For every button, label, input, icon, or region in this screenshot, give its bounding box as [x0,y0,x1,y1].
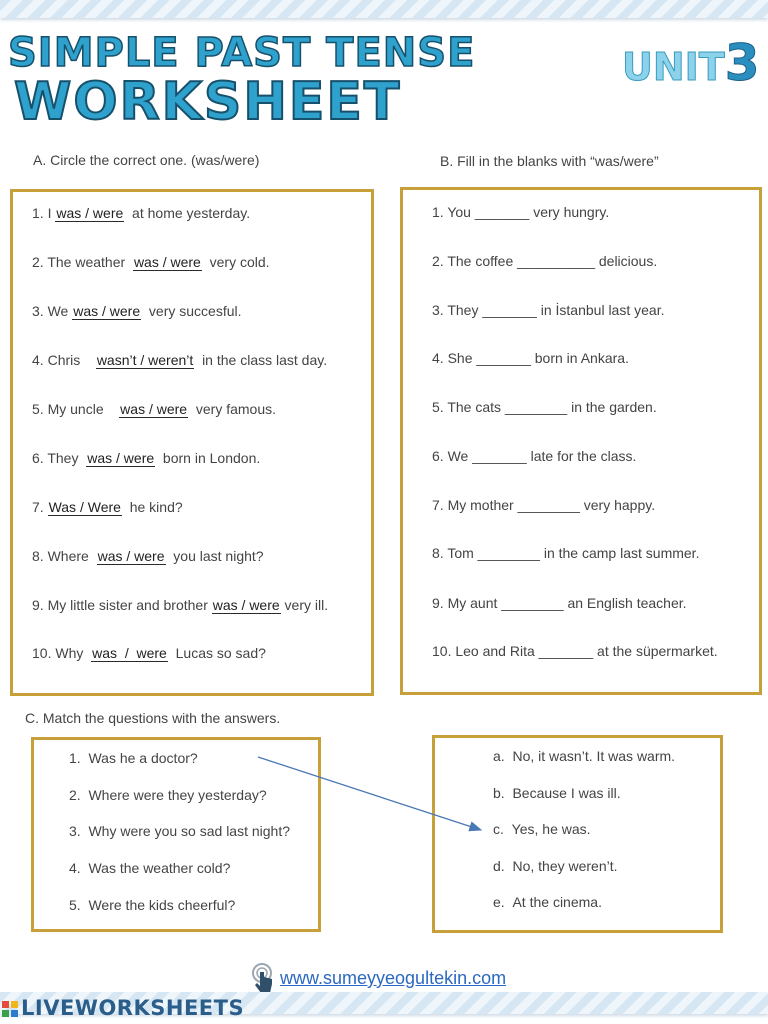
answer-letter: e. [493,894,505,910]
item-text-before: Where [47,548,97,564]
section-a-heading: A. Circle the correct one. (was/were) [33,152,260,168]
fill-blank-text[interactable]: My mother ________ very happy. [447,497,656,513]
fill-blank-text[interactable]: My aunt ________ an English teacher. [447,595,687,611]
choice-was-were[interactable]: was / were [56,205,124,221]
answer-text: Yes, he was. [511,821,591,837]
answer-text: No, it wasn’t. It was warm. [512,748,676,764]
choice-was-were[interactable]: was / were [87,450,155,466]
question-number: 3. [69,823,81,839]
item-number: 9. [432,595,444,611]
item-number: 3. [432,302,444,318]
item-number: 7. [32,499,44,515]
fill-blank-text[interactable]: They _______ in İstanbul last year. [447,302,665,318]
section-c-heading: C. Match the questions with the answers. [25,710,281,726]
fill-blank-text[interactable]: We _______ late for the class. [447,448,637,464]
item-number: 7. [432,497,444,513]
item-number: 8. [32,548,44,564]
choice-was-were[interactable]: wasn’t / weren’t [96,352,194,368]
fill-blank-text[interactable]: Tom ________ in the camp last summer. [447,545,700,561]
item-text-before: My uncle [47,401,120,417]
item-text-after: very ill. [280,597,329,613]
item-number: 10. [32,645,52,661]
pointer-hand-icon [250,962,278,996]
question-text: Was he a doctor? [88,750,198,766]
choice-was-were[interactable]: was / were [120,401,188,417]
item-text-after: very cold. [201,254,270,270]
item-number: 4. [432,350,444,366]
item-number: 6. [432,448,444,464]
choice-was-were[interactable]: Was / Were [48,499,121,515]
item-number: 5. [32,401,44,417]
item-number: 4. [32,352,44,368]
choice-was-were[interactable]: was / were [73,303,141,319]
item-text-after: in the class last day. [194,352,328,368]
question-text: Why were you so sad last night? [88,823,291,839]
item-text-before: I [47,205,56,221]
question-number: 5. [69,897,81,913]
item-number: 1. [432,204,444,220]
answer-letter: c. [493,821,504,837]
fill-blank-text[interactable]: The coffee __________ delicious. [447,253,658,269]
item-text-after: very succesful. [141,303,242,319]
section-b-heading: B. Fill in the blanks with “was/were” [440,153,659,169]
question-number: 1. [69,750,81,766]
item-text-after: Lucas so sad? [167,645,266,661]
choice-was-were[interactable]: was / were [133,254,201,270]
item-text-after: he kind? [121,499,183,515]
answer-text: At the cinema. [512,894,602,910]
fill-blank-text[interactable]: Leo and Rita _______ at the süpermarket. [455,643,718,659]
answer-letter: d. [493,858,505,874]
item-number: 8. [432,545,444,561]
question-number: 4. [69,860,81,876]
item-number: 10. [432,643,452,659]
liveworksheets-logo [2,996,244,1020]
item-number: 1. [32,205,44,221]
item-number: 5. [432,399,444,415]
item-number: 9. [32,597,44,613]
answer-text: Because I was ill. [512,785,621,801]
item-text-before: We [47,303,73,319]
fill-blank-text[interactable]: You _______ very hungry. [447,204,610,220]
item-text-after: at home yesterday. [124,205,251,221]
answer-letter: a. [493,748,505,764]
item-text-before: The weather [47,254,133,270]
question-text: Where were they yesterday? [88,787,267,803]
item-text-after: you last night? [165,548,264,564]
item-number: 3. [32,303,44,319]
choice-was-were[interactable]: was / were [97,548,165,564]
title-line-2: WORKSHEET [14,72,402,132]
item-text-after: born in London. [155,450,261,466]
item-text-before: They [47,450,87,466]
choice-was-were[interactable]: was / were [212,597,280,613]
title-line-1: SIMPLE PAST TENSE [8,30,476,76]
question-text: Was the weather cold? [88,860,231,876]
answer-letter: b. [493,785,505,801]
item-number: 6. [32,450,44,466]
fill-blank-text[interactable]: The cats ________ in the garden. [447,399,657,415]
item-number: 2. [432,253,444,269]
question-text: Were the kids cheerful? [88,897,236,913]
question-number: 2. [69,787,81,803]
answer-text: No, they weren’t. [512,858,618,874]
item-text-before: My little sister and brother [47,597,212,613]
website-link[interactable]: www.sumeyyeogultekin.com [280,968,507,988]
unit-number: 3 [724,34,760,92]
liveworksheets-brand: LIVEWORKSHEETS [21,996,245,1020]
choice-was-were[interactable]: was / were [92,645,167,661]
item-text-after: very famous. [188,401,277,417]
item-text-before: Why [55,645,92,661]
liveworksheets-logo-icon [2,1001,18,1017]
unit-label: UNIT [622,45,725,89]
item-number: 2. [32,254,44,270]
item-text-before: Chris [47,352,96,368]
fill-blank-text[interactable]: She _______ born in Ankara. [447,350,629,366]
